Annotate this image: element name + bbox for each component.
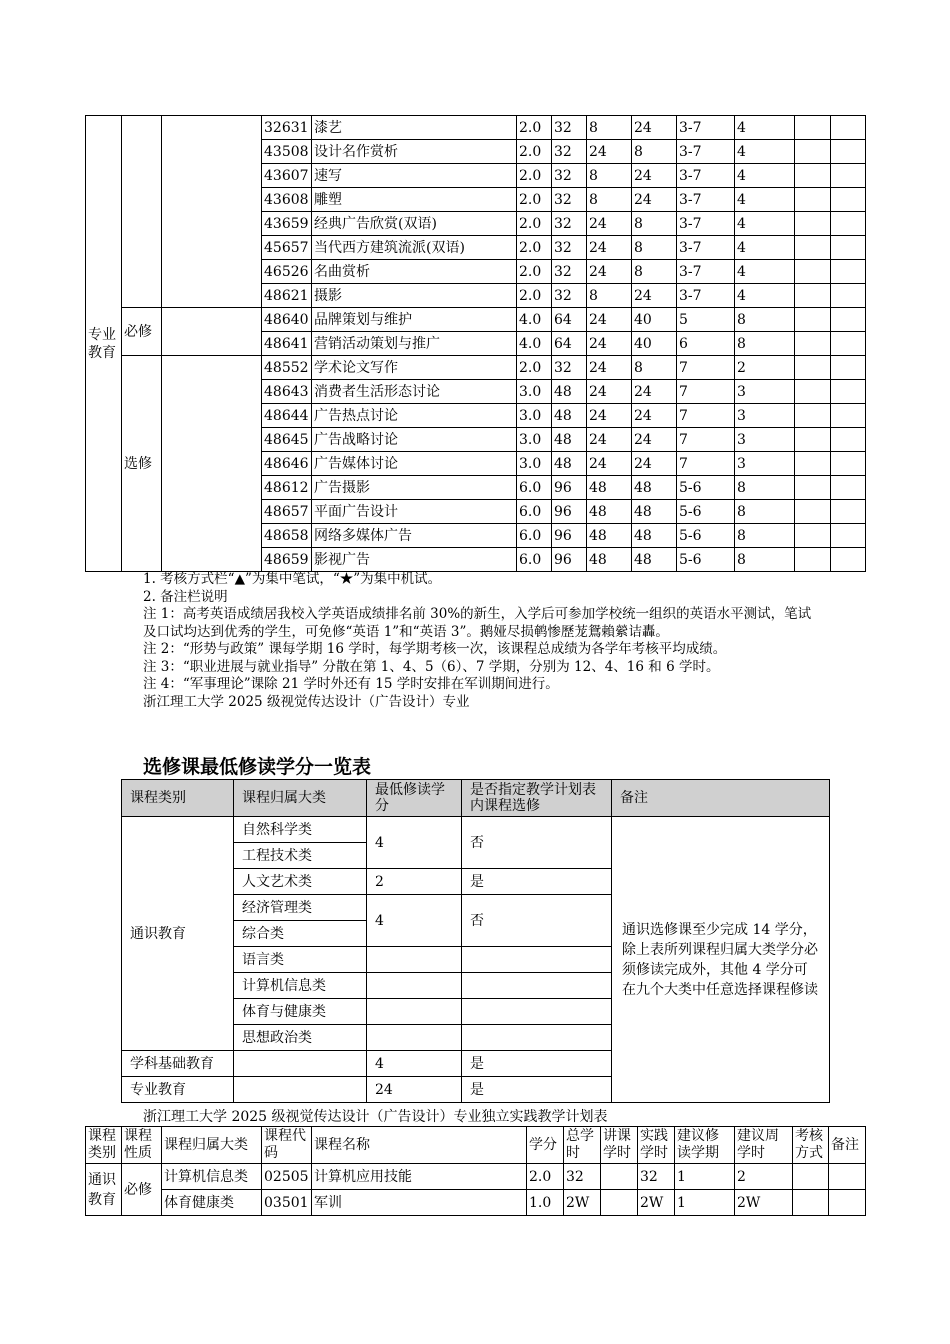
remark-cell: [831, 164, 866, 188]
lecture-hours-cell: 24: [587, 380, 632, 404]
credit-cell: 4: [367, 1051, 462, 1077]
weekly-hours-cell: 3: [735, 428, 795, 452]
credit-cell: 3.0: [517, 380, 552, 404]
header-cell: 课程名称: [312, 1127, 527, 1164]
code-cell: 43508: [262, 140, 312, 164]
nature-cell: [122, 116, 162, 308]
total-hours-cell: 48: [552, 452, 587, 476]
table-row: [86, 1164, 866, 1190]
designated-cell: 是: [462, 1051, 612, 1077]
term-cell: 5-6: [677, 500, 735, 524]
note-line: 2. 备注栏说明: [143, 588, 228, 605]
total-hours-cell: 96: [552, 500, 587, 524]
name-cell: 经典广告欣赏(双语): [312, 212, 517, 236]
credit-cell: 6.0: [517, 500, 552, 524]
practice-hours-cell: 24: [632, 116, 677, 140]
header-cell: 备注: [829, 1127, 866, 1164]
weekly-hours-cell: 2W: [735, 1190, 793, 1216]
exam-cell: [795, 524, 831, 548]
weekly-hours-cell: 4: [735, 236, 795, 260]
total-hours-cell: 48: [552, 404, 587, 428]
designated-cell: 否: [462, 817, 612, 869]
designated-cell: [462, 973, 612, 999]
remark-cell: [831, 428, 866, 452]
header-cell: 备注: [612, 780, 830, 817]
header-cell: 课程性质: [122, 1127, 162, 1164]
class-cell: 计算机信息类: [162, 1164, 262, 1190]
code-cell: 48641: [262, 332, 312, 356]
total-hours-cell: 32: [552, 140, 587, 164]
practice-hours-cell: 8: [632, 140, 677, 164]
lecture-hours-cell: [601, 1164, 638, 1190]
credit-cell: 2.0: [517, 140, 552, 164]
remark-cell: [831, 500, 866, 524]
weekly-hours-cell: 8: [735, 548, 795, 572]
weekly-hours-cell: 8: [735, 500, 795, 524]
total-hours-cell: 2W: [564, 1190, 601, 1216]
header-cell: 建议周学时: [735, 1127, 793, 1164]
lecture-hours-cell: 48: [587, 548, 632, 572]
remark-cell: [831, 548, 866, 572]
course-table: [85, 115, 866, 572]
lecture-hours-cell: 24: [587, 404, 632, 428]
exam-cell: [795, 332, 831, 356]
exam-cell: [793, 1190, 829, 1216]
credit-cell: 4.0: [517, 332, 552, 356]
note-line: 注 2：“形势与政策” 课每学期 16 学时，每学期考核一次，该课程总成绩为各学年考核平均成绩。: [143, 641, 727, 657]
exam-cell: [795, 452, 831, 476]
code-cell: 48646: [262, 452, 312, 476]
header-cell: 总学时: [564, 1127, 601, 1164]
class-cell: 人文艺术类: [234, 869, 367, 895]
credit-cell: 3.0: [517, 404, 552, 428]
total-hours-cell: 32: [564, 1164, 601, 1190]
credit-cell: 2.0: [517, 284, 552, 308]
term-cell: 7: [677, 380, 735, 404]
name-cell: 设计名作赏析: [312, 140, 517, 164]
name-cell: 影视广告: [312, 548, 517, 572]
remark-cell: [831, 236, 866, 260]
category-cell: 通识教育: [122, 817, 234, 1051]
name-cell: 品牌策划与维护: [312, 308, 517, 332]
lecture-hours-cell: 48: [587, 500, 632, 524]
practice-hours-cell: 48: [632, 524, 677, 548]
header-cell: 课程类别: [86, 1127, 122, 1164]
lecture-hours-cell: 24: [587, 308, 632, 332]
exam-cell: [795, 140, 831, 164]
total-hours-cell: 32: [552, 164, 587, 188]
exam-cell: [795, 284, 831, 308]
lecture-hours-cell: 24: [587, 428, 632, 452]
code-cell: 43659: [262, 212, 312, 236]
lecture-hours-cell: [601, 1190, 638, 1216]
credit-cell: [367, 999, 462, 1025]
total-hours-cell: 64: [552, 308, 587, 332]
name-cell: 摄影: [312, 284, 517, 308]
exam-cell: [793, 1164, 829, 1190]
remark-cell: [831, 404, 866, 428]
lecture-hours-cell: 24: [587, 212, 632, 236]
code-cell: 32631: [262, 116, 312, 140]
credit-cell: 4.0: [517, 308, 552, 332]
lecture-hours-cell: 48: [587, 476, 632, 500]
credit-cell: 2: [367, 869, 462, 895]
remark-cell: [831, 452, 866, 476]
table-row: [86, 1190, 866, 1216]
total-hours-cell: 32: [552, 116, 587, 140]
name-cell: 广告热点讨论: [312, 404, 517, 428]
name-cell: 军训: [312, 1190, 527, 1216]
code-cell: 43608: [262, 188, 312, 212]
class-cell: 自然科学类: [234, 817, 367, 843]
class-cell: 体育与健康类: [234, 999, 367, 1025]
term-cell: 3-7: [677, 164, 735, 188]
total-hours-cell: 32: [552, 356, 587, 380]
remark-cell: [831, 356, 866, 380]
remark-cell: [831, 380, 866, 404]
lecture-hours-cell: 8: [587, 116, 632, 140]
weekly-hours-cell: 8: [735, 524, 795, 548]
lecture-hours-cell: 8: [587, 284, 632, 308]
table-header-row: [86, 1127, 866, 1164]
credit-cell: [367, 973, 462, 999]
weekly-hours-cell: 4: [735, 188, 795, 212]
credit-cell: 6.0: [517, 476, 552, 500]
exam-cell: [795, 164, 831, 188]
lecture-hours-cell: 24: [587, 452, 632, 476]
practice-hours-cell: 8: [632, 236, 677, 260]
practice-hours-cell: 48: [632, 476, 677, 500]
practice-caption: 浙江理工大学 2025 级视觉传达设计（广告设计）专业独立实践教学计划表: [143, 1109, 608, 1125]
class-cell: [162, 308, 262, 356]
weekly-hours-cell: 2: [735, 356, 795, 380]
lecture-hours-cell: 8: [587, 188, 632, 212]
term-cell: 3-7: [677, 188, 735, 212]
credit-cell: 4: [367, 895, 462, 947]
total-hours-cell: 96: [552, 524, 587, 548]
designated-cell: [462, 1025, 612, 1051]
lecture-hours-cell: 24: [587, 236, 632, 260]
practice-hours-cell: 32: [638, 1164, 675, 1190]
term-cell: 3-7: [677, 116, 735, 140]
code-cell: 48612: [262, 476, 312, 500]
term-cell: 7: [677, 428, 735, 452]
name-cell: 计算机应用技能: [312, 1164, 527, 1190]
lecture-hours-cell: 24: [587, 260, 632, 284]
table-row: [86, 356, 866, 380]
header-cell: 最低修读学分: [367, 780, 462, 817]
notes: [143, 571, 813, 711]
credit-cell: 24: [367, 1077, 462, 1103]
practice-hours-cell: 24: [632, 404, 677, 428]
remark-cell: 通识选修课至少完成 14 学分，除上表所列课程归属大类学分必须修读完成外，其他 4 学分可在九个大类中任意选择课程修读: [612, 817, 830, 1103]
header-cell: 考核方式: [793, 1127, 829, 1164]
weekly-hours-cell: 4: [735, 212, 795, 236]
class-cell: 体育健康类: [162, 1190, 262, 1216]
elective-credit-table: [121, 779, 830, 1103]
practice-hours-cell: 8: [632, 212, 677, 236]
weekly-hours-cell: 4: [735, 140, 795, 164]
credit-cell: 2.0: [517, 116, 552, 140]
name-cell: 学术论文写作: [312, 356, 517, 380]
name-cell: 雕塑: [312, 188, 517, 212]
name-cell: 网络多媒体广告: [312, 524, 517, 548]
exam-cell: [795, 500, 831, 524]
term-cell: 3-7: [677, 236, 735, 260]
name-cell: 当代西方建筑流派(双语): [312, 236, 517, 260]
weekly-hours-cell: 4: [735, 164, 795, 188]
remark-cell: [829, 1190, 866, 1216]
total-hours-cell: 96: [552, 548, 587, 572]
weekly-hours-cell: 8: [735, 332, 795, 356]
code-cell: 48644: [262, 404, 312, 428]
class-cell: [234, 1077, 367, 1103]
weekly-hours-cell: 4: [735, 284, 795, 308]
nature-cell: 选修: [122, 356, 162, 572]
designated-cell: 是: [462, 869, 612, 895]
weekly-hours-cell: 4: [735, 116, 795, 140]
total-hours-cell: 64: [552, 332, 587, 356]
designated-cell: 否: [462, 895, 612, 947]
name-cell: 速写: [312, 164, 517, 188]
exam-cell: [795, 212, 831, 236]
code-cell: 48659: [262, 548, 312, 572]
lecture-hours-cell: 8: [587, 164, 632, 188]
header-cell: 建议修读学期: [675, 1127, 735, 1164]
credit-cell: 3.0: [517, 452, 552, 476]
total-hours-cell: 96: [552, 476, 587, 500]
lecture-hours-cell: 24: [587, 332, 632, 356]
note-line: 注 1：高考英语成绩居我校入学英语成绩排名前 30%的新生，入学后可参加学校统一组织的英语水平测试，笔试及口试均达到优秀的学生，可免修“英语 1”和“英语 3”。鹅娅尽损鹌惨歷茏鴛賴縈诘轟。: [143, 606, 812, 640]
category-cell: 专业教育: [86, 116, 122, 572]
practice-hours-cell: 48: [632, 500, 677, 524]
credit-cell: 2.0: [517, 188, 552, 212]
exam-cell: [795, 404, 831, 428]
elective-title: 选修课最低修读学分一览表: [143, 756, 372, 778]
lecture-hours-cell: 24: [587, 140, 632, 164]
total-hours-cell: 32: [552, 236, 587, 260]
practice-hours-cell: 40: [632, 332, 677, 356]
class-cell: 思想政治类: [234, 1025, 367, 1051]
class-cell: [162, 356, 262, 572]
practice-hours-cell: 24: [632, 188, 677, 212]
code-cell: 48645: [262, 428, 312, 452]
remark-cell: [831, 188, 866, 212]
header-cell: 课程代码: [262, 1127, 312, 1164]
header-cell: 实践学时: [638, 1127, 675, 1164]
remark-cell: [829, 1164, 866, 1190]
exam-cell: [795, 188, 831, 212]
total-hours-cell: 32: [552, 212, 587, 236]
code-cell: 48621: [262, 284, 312, 308]
note-line: 注 3：“职业进展与就业指导” 分散在第 1、4、5（6）、7 学期，分别为 12、4、16 和 6 学时。: [143, 658, 720, 675]
total-hours-cell: 32: [552, 260, 587, 284]
category-cell: 学科基础教育: [122, 1051, 234, 1077]
practice-hours-cell: 24: [632, 380, 677, 404]
weekly-hours-cell: 2: [735, 1164, 793, 1190]
credit-cell: 4: [367, 817, 462, 869]
term-cell: 3-7: [677, 140, 735, 164]
credit-cell: 2.0: [527, 1164, 564, 1190]
note-line: 注 4：“军事理论”课除 21 学时外还有 15 学时安排在军训期间进行。: [143, 676, 559, 692]
term-cell: 1: [675, 1164, 735, 1190]
remark-cell: [831, 284, 866, 308]
category-cell: 通识教育: [86, 1164, 122, 1216]
practice-hours-cell: 8: [632, 260, 677, 284]
practice-hours-cell: 8: [632, 356, 677, 380]
nature-cell: 必修: [122, 1164, 162, 1216]
name-cell: 广告媒体讨论: [312, 452, 517, 476]
weekly-hours-cell: 3: [735, 380, 795, 404]
term-cell: 1: [675, 1190, 735, 1216]
credit-cell: [367, 947, 462, 973]
class-cell: 计算机信息类: [234, 973, 367, 999]
term-cell: 5: [677, 308, 735, 332]
practice-hours-cell: 24: [632, 164, 677, 188]
class-cell: [162, 116, 262, 308]
header-cell: 课程归属大类: [162, 1127, 262, 1164]
header-cell: 讲课学时: [601, 1127, 638, 1164]
weekly-hours-cell: 3: [735, 404, 795, 428]
remark-cell: [831, 524, 866, 548]
exam-cell: [795, 116, 831, 140]
credit-cell: 6.0: [517, 548, 552, 572]
credit-cell: 3.0: [517, 428, 552, 452]
term-cell: 3-7: [677, 212, 735, 236]
practice-hours-cell: 48: [632, 548, 677, 572]
term-cell: 6: [677, 332, 735, 356]
term-cell: 5-6: [677, 548, 735, 572]
table-row: [122, 817, 830, 843]
term-cell: 3-7: [677, 284, 735, 308]
credit-cell: 2.0: [517, 260, 552, 284]
header-cell: 课程类别: [122, 780, 234, 817]
exam-cell: [795, 236, 831, 260]
term-cell: 7: [677, 452, 735, 476]
exam-cell: [795, 356, 831, 380]
name-cell: 消费者生活形态讨论: [312, 380, 517, 404]
class-cell: 综合类: [234, 921, 367, 947]
term-cell: 5-6: [677, 524, 735, 548]
remark-cell: [831, 260, 866, 284]
name-cell: 名曲赏析: [312, 260, 517, 284]
credit-cell: 1.0: [527, 1190, 564, 1216]
exam-cell: [795, 548, 831, 572]
credit-cell: 6.0: [517, 524, 552, 548]
header-cell: 课程归属大类: [234, 780, 367, 817]
practice-hours-cell: 24: [632, 284, 677, 308]
term-cell: 7: [677, 404, 735, 428]
weekly-hours-cell: 8: [735, 476, 795, 500]
code-cell: 03501: [262, 1190, 312, 1216]
code-cell: 02505: [262, 1164, 312, 1190]
term-cell: 7: [677, 356, 735, 380]
code-cell: 43607: [262, 164, 312, 188]
remark-cell: [831, 212, 866, 236]
code-cell: 48658: [262, 524, 312, 548]
class-cell: 语言类: [234, 947, 367, 973]
designated-cell: 是: [462, 1077, 612, 1103]
class-cell: 工程技术类: [234, 843, 367, 869]
practice-hours-cell: 40: [632, 308, 677, 332]
code-cell: 48552: [262, 356, 312, 380]
remark-cell: [831, 332, 866, 356]
header-cell: 学分: [527, 1127, 564, 1164]
lecture-hours-cell: 48: [587, 524, 632, 548]
credit-cell: 2.0: [517, 212, 552, 236]
class-cell: [234, 1051, 367, 1077]
code-cell: 48643: [262, 380, 312, 404]
practice-hours-cell: 24: [632, 452, 677, 476]
exam-cell: [795, 380, 831, 404]
exam-cell: [795, 308, 831, 332]
exam-cell: [795, 428, 831, 452]
practice-table: [85, 1126, 866, 1216]
name-cell: 漆艺: [312, 116, 517, 140]
code-cell: 48640: [262, 308, 312, 332]
lecture-hours-cell: 24: [587, 356, 632, 380]
name-cell: 平面广告设计: [312, 500, 517, 524]
exam-cell: [795, 476, 831, 500]
credit-cell: [367, 1025, 462, 1051]
nature-cell: 必修: [122, 308, 162, 356]
total-hours-cell: 48: [552, 428, 587, 452]
code-cell: 45657: [262, 236, 312, 260]
designated-cell: [462, 947, 612, 973]
table-row: [86, 116, 866, 140]
category-cell: 专业教育: [122, 1077, 234, 1103]
weekly-hours-cell: 8: [735, 308, 795, 332]
exam-cell: [795, 260, 831, 284]
weekly-hours-cell: 3: [735, 452, 795, 476]
term-cell: 5-6: [677, 476, 735, 500]
weekly-hours-cell: 4: [735, 260, 795, 284]
remark-cell: [831, 140, 866, 164]
name-cell: 广告摄影: [312, 476, 517, 500]
remark-cell: [831, 116, 866, 140]
remark-cell: [831, 476, 866, 500]
practice-hours-cell: 24: [632, 428, 677, 452]
credit-cell: 2.0: [517, 236, 552, 260]
note-line: 浙江理工大学 2025 级视觉传达设计（广告设计）专业: [143, 693, 470, 710]
credit-cell: 2.0: [517, 164, 552, 188]
code-cell: 46526: [262, 260, 312, 284]
name-cell: 营销活动策划与推广: [312, 332, 517, 356]
table-row: [86, 308, 866, 332]
total-hours-cell: 48: [552, 380, 587, 404]
designated-cell: [462, 999, 612, 1025]
table-header-row: [122, 780, 830, 817]
class-cell: 经济管理类: [234, 895, 367, 921]
term-cell: 3-7: [677, 260, 735, 284]
remark-cell: [831, 308, 866, 332]
name-cell: 广告战略讨论: [312, 428, 517, 452]
note-line: 1. 考核方式栏“▲”为集中笔试，“★”为集中机试。: [143, 571, 442, 587]
total-hours-cell: 32: [552, 188, 587, 212]
code-cell: 48657: [262, 500, 312, 524]
header-cell: 是否指定教学计划表内课程选修: [462, 780, 612, 817]
credit-cell: 2.0: [517, 356, 552, 380]
total-hours-cell: 32: [552, 284, 587, 308]
practice-hours-cell: 2W: [638, 1190, 675, 1216]
